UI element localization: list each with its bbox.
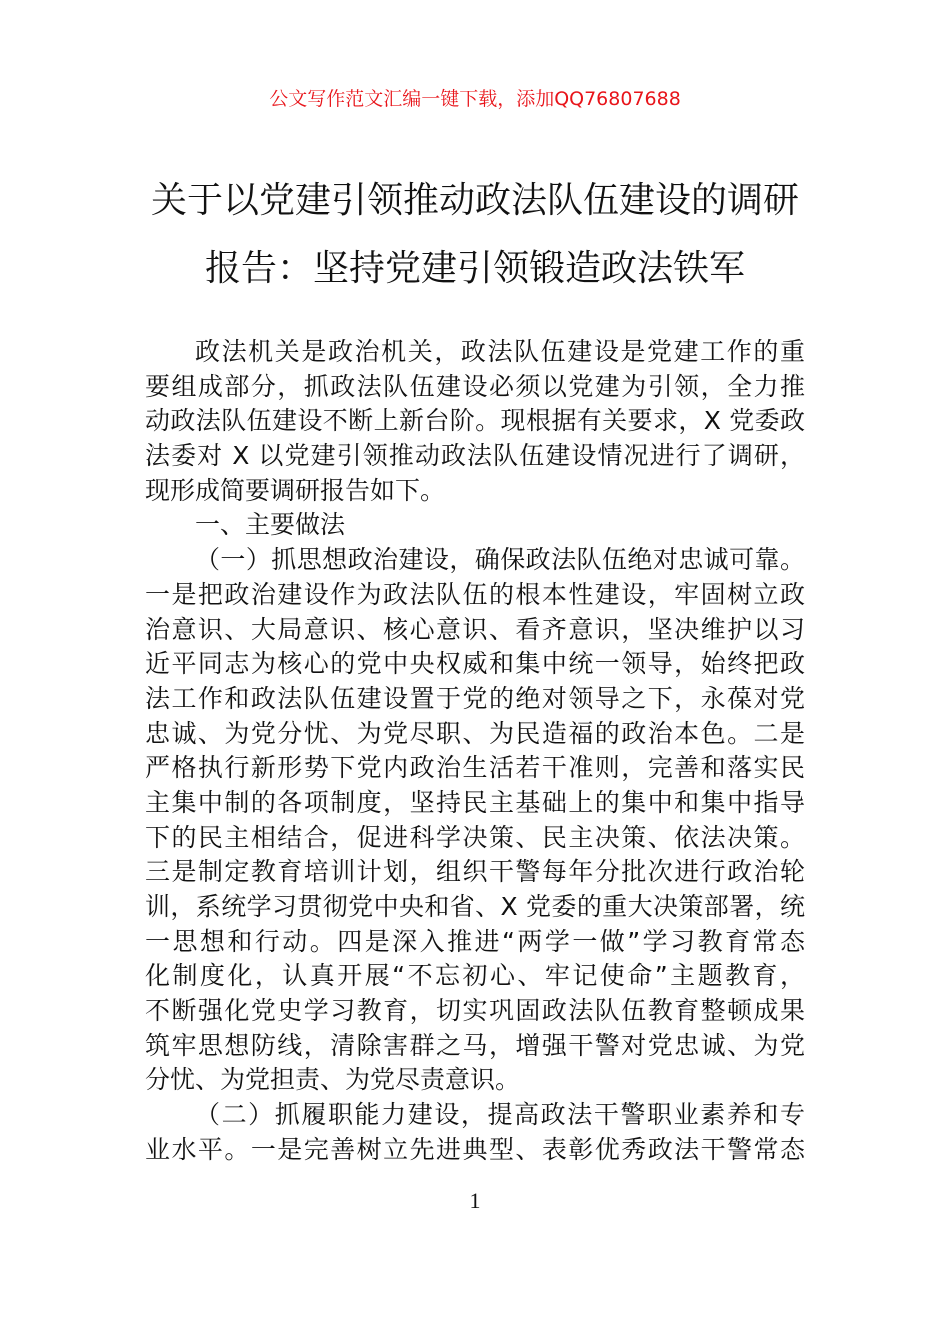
paragraph-line: 严格执行新形势下党内政治生活若干准则，完善和落实民 <box>145 753 805 783</box>
paragraph-line: 近平同志为核心的党中央权威和集中统一领导，始终把政 <box>145 649 805 679</box>
paragraph-line: 训，系统学习贯彻党中央和省、X 党委的重大决策部署，统 <box>145 892 805 921</box>
paragraph-line: 化制度化，认真开展“不忘初心、牢记使命”主题教育， <box>145 961 805 991</box>
paragraph-line: 忠诚、为党分忧、为党尽职、为民造福的政治本色。二是 <box>145 718 805 748</box>
paragraph-line: （一）抓思想政治建设，确保政法队伍绝对忠诚可靠。 <box>195 545 805 575</box>
document-title-line-1: 关于以党建引领推动政法队伍建设的调研 <box>150 180 799 221</box>
page-number: 1 <box>469 1188 481 1213</box>
paragraph-line: 筑牢思想防线，清除害群之马，增强干警对党忠诚、为党 <box>145 1030 805 1060</box>
paragraph-line: 政法机关是政治机关，政法队伍建设是党建工作的重 <box>195 337 805 366</box>
paragraph-line: 一思想和行动。四是深入推进“两学一做”学习教育常态 <box>145 926 805 956</box>
paragraph-line: 一是把政治建设作为政法队伍的根本性建设，牢固树立政 <box>145 579 805 609</box>
paragraph-line: 动政法队伍建设不断上新台阶。现根据有关要求，X 党委政 <box>145 406 805 436</box>
paragraph-line: 下的民主相结合，促进科学决策、民主决策、依法决策。 <box>145 822 805 852</box>
document-title-line-2: 报告：坚持党建引领锻造政法铁军 <box>204 248 745 289</box>
paragraph-line: 法委对 X 以党建引领推动政法队伍建设情况进行了调研， <box>145 441 805 471</box>
section-heading: 一、主要做法 <box>195 510 346 540</box>
paragraph-line: 治意识、大局意识、核心意识、看齐意识，坚决维护以习 <box>145 614 805 644</box>
paragraph-line: 法工作和政法队伍建设置于党的绝对领导之下，永葆对党 <box>145 683 805 713</box>
paragraph-line: 三是制定教育培训计划，组织干警每年分批次进行政治轮 <box>145 857 805 887</box>
watermark-header: 公文写作范文汇编一键下载，添加QQ76807688 <box>269 88 681 110</box>
paragraph-line: 不断强化党史学习教育，切实巩固政法队伍教育整顿成果 <box>145 996 805 1026</box>
paragraph-line: 要组成部分，抓政法队伍建设必须以党建为引领，全力推 <box>145 371 805 401</box>
paragraph-line: 主集中制的各项制度，坚持民主基础上的集中和集中指导 <box>145 787 805 817</box>
paragraph-line: （二）抓履职能力建设，提高政法干警职业素养和专 <box>195 1100 805 1130</box>
document-body <box>145 335 805 1168</box>
paragraph-line: 现形成简要调研报告如下。 <box>145 475 446 505</box>
paragraph-line: 分忧、为党担责、为党尽责意识。 <box>145 1065 521 1095</box>
paragraph-line: 业水平。一是完善树立先进典型、表彰优秀政法干警常态 <box>145 1134 805 1164</box>
